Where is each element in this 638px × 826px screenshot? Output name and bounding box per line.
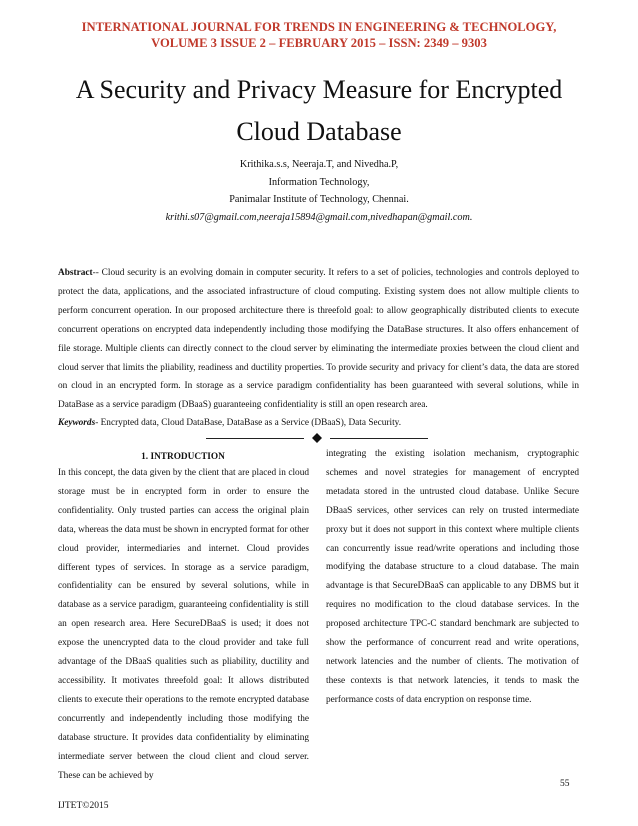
journal-header — [0, 19, 638, 51]
keywords-text: - Encrypted data, Cloud DataBase, DataBase as a Service (DBaaS), Data Security. — [95, 418, 402, 428]
author-department: Information Technology, — [268, 176, 370, 188]
separator-line-right — [330, 438, 428, 439]
journal-issue: VOLUME 3 ISSUE 2 – FEBRUARY 2015 – ISSN: 2349 – 9303 — [151, 36, 487, 50]
author-institution: Panimalar Institute of Technology, Chennai. — [229, 194, 409, 205]
footer-copyright: IJTET©2015 — [58, 801, 109, 811]
abstract — [58, 264, 579, 415]
paper-title — [40, 69, 598, 153]
diamond-icon — [312, 433, 322, 443]
title-line-1: A Security and Privacy Measure for Encrypted — [75, 75, 563, 104]
introduction-left-column: In this concept, the data given by the client that are placed in cloud storage must be in encrypted form in order to ensure the confidentiality. Only trusted parties can access the original plain data, whereas the data must be shown in encrypted format for other cloud provider, intermediaries and internet. Cloud provides different types of services. In storage as a service paradigm, confidentiality can be ensured by several solutions, while in database as a service paradigm, guaranteeing confidentiality is still an open research area. Here SecureDBaaS is used; it does not expose the unencrypted data to the cloud provider and take full advantage of the DBaaS qualities such as pliability, ductility and accessibility. It motivates threefold goal: It allows distributed clients to execute their operations to the remote encrypted database concurrently and independently including those modifying the database structure. It provides data confidentiality by eliminating intermediate server between the cloud client and cloud server. These can be achieved by — [58, 468, 309, 781]
introduction-heading: 1. INTRODUCTION — [141, 452, 225, 462]
keywords-label: Keywords — [58, 418, 96, 428]
separator-line-left — [206, 438, 304, 439]
abstract-label: Abstract — [58, 268, 93, 278]
abstract-text: -- Cloud security is an evolving domain in computer security. It refers to a set of policies, technologies and controls deployed to protect the data, applications, and the associated infrastructure of cloud computing. Existing system does not allow multiple clients to perform concurrent operation. In our proposed architecture there is threefold goal: to allow geographically distributed clients to execute concurrent operations on encrypted data independently including those modifying the DataBase structures. It also offers enhancement of file storage. Multiple clients can directly connect to the cloud server by eliminating the intermediate proxies between the cloud client and cloud server that limits the pliability, readiness and ductility properties. To provide security and privacy for client’s data, the data are stored on cloud in an encrypted form. In storage as a service paradigm confidentiality has been guaranteed with several solutions, while in DataBase as a service paradigm (DBaaS) guaranteeing confidentiality is still an open research area. — [58, 268, 579, 411]
introduction-right-column: integrating the existing isolation mechanism, cryptographic schemes and novel strategies for management of encrypted metadata stored in the untrusted cloud database. Unlike Secure DBaaS services, other services can rely on trusted intermediate proxy but it does not support in this context where multiple clients can concurrently issue read/write operations and including those modifying the database structure to a cloud database. The main advantage is that SecureDBaaS can applicable to any DBMS but it requires no modification to the cloud database services. In the proposed architecture TPC-C standard benchmark are subjected to show the performance of concurrent read and write operations, network latencies and the number of clients. The motivation of these contexts is that network latencies, it tends to mask the performance costs of data encryption on response time. — [326, 449, 579, 705]
author-block — [40, 156, 598, 226]
title-line-2: Cloud Database — [236, 117, 402, 146]
journal-name: INTERNATIONAL JOURNAL FOR TRENDS IN ENGINEERING & TECHNOLOGY, — [81, 20, 557, 34]
author-names: Krithika.s.s, Neeraja.T, and Nivedha.P, — [239, 159, 399, 170]
keywords — [58, 416, 579, 430]
author-emails: krithi.s07@gmail.com,neeraja15894@gmail.com,nivedhapan@gmail.com. — [165, 211, 473, 223]
page-number: 55 — [560, 779, 570, 789]
section-separator — [206, 431, 458, 445]
